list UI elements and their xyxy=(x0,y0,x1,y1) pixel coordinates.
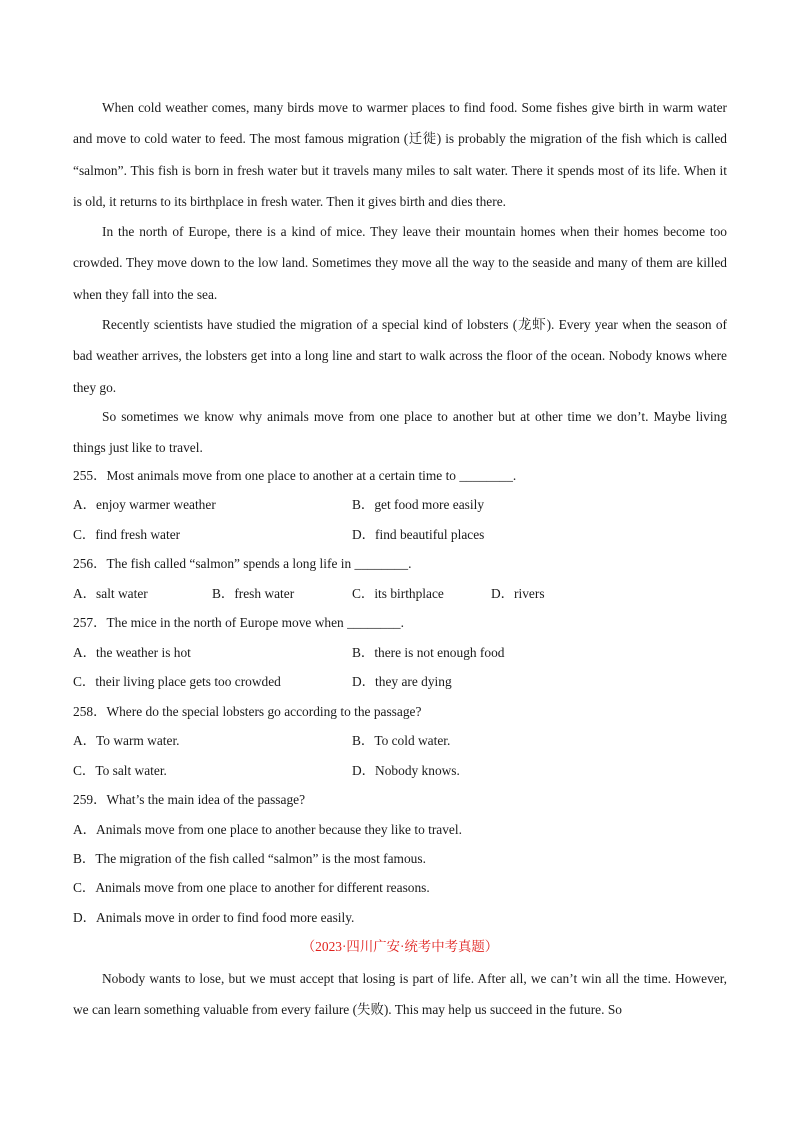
question-256-option-d: D．rivers xyxy=(491,586,545,601)
question-256-option-c: C．its birthplace xyxy=(352,586,444,601)
question-259-stem: 259．What’s the main idea of the passage? xyxy=(73,792,306,807)
passage-paragraph-2: In the north of Europe, there is a kind of mice. They leave their mountain homes when their homes become too crowded. They move down to the low land. Sometimes they move all the way to the seaside and many of them are killed when they fall into the sea. xyxy=(73,224,727,302)
question-256-option-b: B．fresh water xyxy=(212,586,295,601)
question-255-option-a: A．enjoy warmer weather xyxy=(73,497,216,512)
question-258-option-c: C．To salt water. xyxy=(73,763,167,778)
question-259-option-a: A．Animals move from one place to another because they like to travel. xyxy=(73,822,462,837)
question-257-stem: 257．The mice in the north of Europe move when ________. xyxy=(73,615,404,630)
question-259-option-b: B．The migration of the fish called “salmon” is the most famous. xyxy=(73,851,426,866)
exam-source-label: （2023·四川广安·统考中考真题） xyxy=(301,939,499,954)
question-255-stem: 255．Most animals move from one place to another at a certain time to ________. xyxy=(73,468,517,483)
passage-paragraph-1: When cold weather comes, many birds move to warmer places to find food. Some fishes give birth in warm water and move to cold water to feed. The most famous migration (迁徙) is probably the migration of the fish which is called “salmon”. This fish is born in fresh water but it travels many miles to salt water. There it spends most of its life. When it is old, it returns to its birthplace in fresh water. Then it gives birth and dies there. xyxy=(73,100,727,209)
question-256-option-a: A．salt water xyxy=(73,586,148,601)
question-258-option-b: B．To cold water. xyxy=(352,733,451,748)
question-257-option-a: A．the weather is hot xyxy=(73,645,191,660)
question-255-option-c: C．find fresh water xyxy=(73,527,181,542)
question-257-option-d: D．they are dying xyxy=(352,674,452,689)
question-258-stem: 258．Where do the special lobsters go according to the passage? xyxy=(73,704,422,719)
question-257-option-c: C．their living place gets too crowded xyxy=(73,674,281,689)
question-258-option-d: D．Nobody knows. xyxy=(352,763,460,778)
question-257-option-b: B．there is not enough food xyxy=(352,645,505,660)
question-255-option-b: B．get food more easily xyxy=(352,497,485,512)
question-259-option-c: C．Animals move from one place to another for different reasons. xyxy=(73,880,430,895)
passage-paragraph-4: So sometimes we know why animals move from one place to another but at other time we don’t. Maybe living things just like to travel. xyxy=(73,409,727,456)
passage-paragraph-3: Recently scientists have studied the migration of a special kind of lobsters (龙虾). Every year when the season of bad weather arrives, the lobsters get into a long line and start to walk across the floor of the ocean. Nobody knows where they go. xyxy=(73,317,727,395)
question-256-stem: 256．The fish called “salmon” spends a long life in ________. xyxy=(73,556,412,571)
next-passage-paragraph: Nobody wants to lose, but we must accept that losing is part of life. After all, we can’t win all the time. However, we can learn something valuable from every failure (失败). This may help us succeed in the future. So xyxy=(73,971,727,1018)
question-258-option-a: A．To warm water. xyxy=(73,733,180,748)
question-255-option-d: D．find beautiful places xyxy=(352,527,485,542)
question-259-option-d: D．Animals move in order to find food more easily. xyxy=(73,910,355,925)
